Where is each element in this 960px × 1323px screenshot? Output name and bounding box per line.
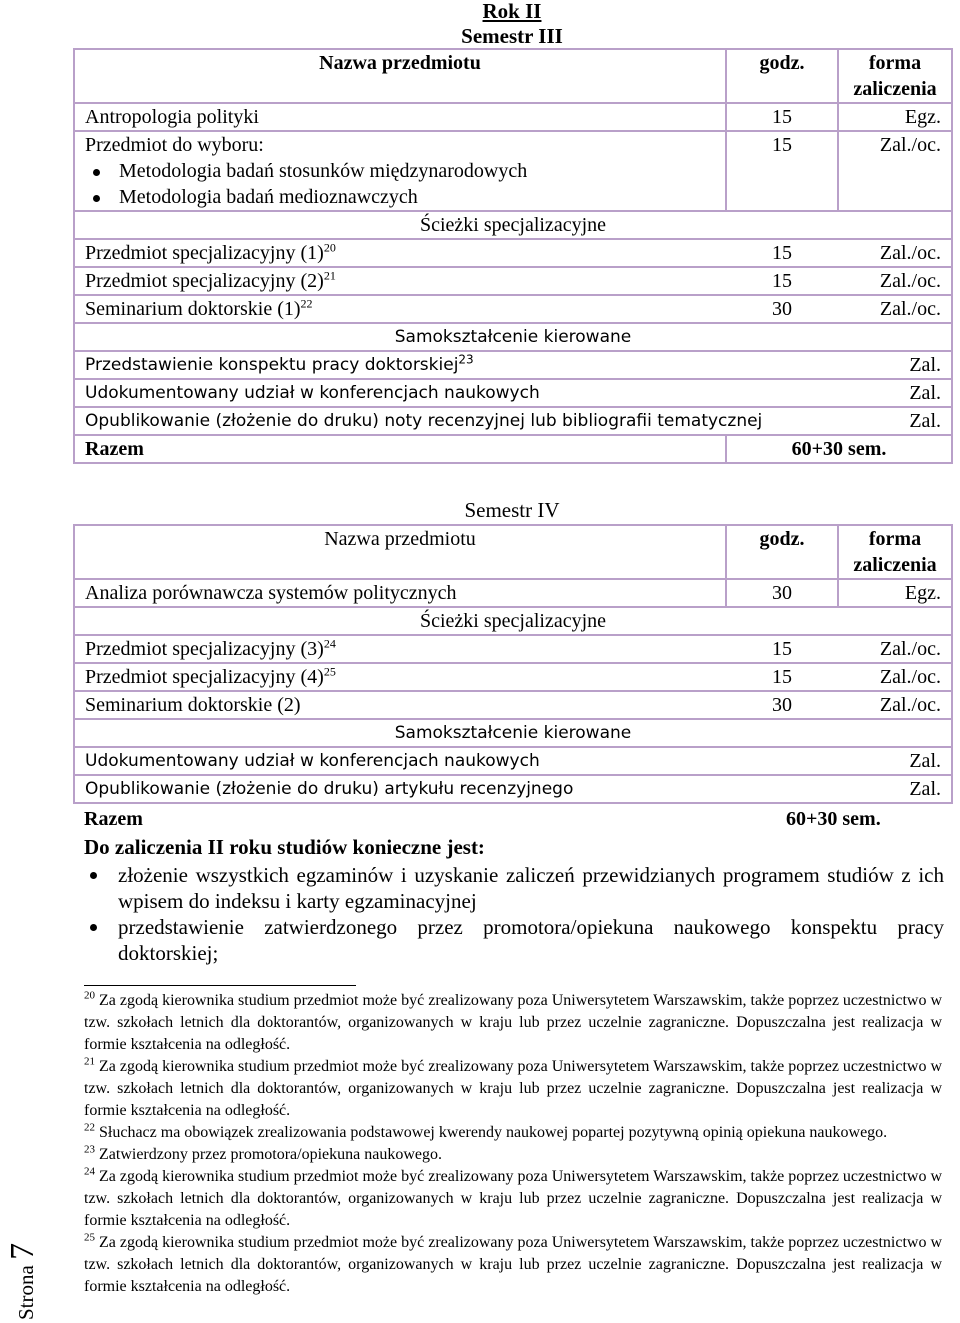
course-form: Egz. bbox=[838, 103, 952, 131]
course-hours: 15 bbox=[726, 267, 838, 295]
table-row bbox=[74, 691, 952, 719]
course-form: Zal./oc. bbox=[838, 663, 952, 691]
self-study-name: Przedstawienie konspektu pracy doktorskiej$^{23}$ bbox=[74, 351, 838, 379]
course-hours: 30 bbox=[726, 295, 838, 323]
table-row bbox=[74, 103, 952, 131]
col-form-header-line2: zaliczenia bbox=[853, 554, 937, 576]
course-name: Przedmiot specjalizacyjny $(1)^{20}$ bbox=[74, 239, 726, 267]
col-form-header-line1: forma bbox=[868, 52, 922, 74]
table-row bbox=[74, 635, 952, 663]
requirements-heading: Do zaliczenia II roku studiów konieczne jest: bbox=[84, 835, 485, 859]
course-name: Seminarium doktorskie $(1)^{22}$ bbox=[74, 295, 726, 323]
footnote: $^{23}$ Zatwierdzony przez promotora/opiekuna naukowego. bbox=[84, 1143, 442, 1163]
course-hours: 30 bbox=[726, 691, 838, 719]
course-form: Zal./oc. bbox=[838, 267, 952, 295]
table-row bbox=[74, 267, 952, 295]
section-header-row bbox=[74, 211, 952, 239]
elective-row bbox=[74, 131, 952, 211]
table-row bbox=[74, 239, 952, 267]
col-form-header-line1: forma bbox=[868, 528, 922, 550]
course-name: Seminarium doktorskie (2) bbox=[74, 691, 726, 719]
table-row bbox=[74, 295, 952, 323]
course-hours: 15 bbox=[726, 103, 838, 131]
header-row bbox=[74, 525, 952, 579]
footnotes bbox=[84, 990, 942, 1298]
list-item: Metodologia badań stosunków międzynarodowych bbox=[107, 158, 715, 184]
self-study-name: Udokumentowany udział w konferencjach naukowych bbox=[74, 747, 838, 775]
self-study-header: Samokształcenie kierowane bbox=[74, 323, 952, 351]
semester-3-title: Semestr III bbox=[461, 24, 563, 48]
elective-label: Przedmiot do wyboru: bbox=[85, 134, 264, 156]
section-header-row bbox=[74, 719, 952, 747]
table-row bbox=[74, 775, 952, 803]
footnote: $^{21}$ Za zgodą kierownika studium przedmiot może być zrealizowany poza Uniwersytetem Warszawskim, także poprzez uczestnictwo w tzw. szkołach letnich dla doktorantów, organizowanych w kraju lub przez uczelnie zagraniczne. Dopuszczalna jest realizacja w formie kształcenia na odległość. bbox=[84, 1055, 942, 1119]
col-name-header: Nazwa przedmiotu bbox=[74, 525, 726, 579]
self-study-form: Zal. bbox=[838, 351, 952, 379]
course-hours: 15 bbox=[726, 239, 838, 267]
total-label: Razem bbox=[84, 808, 143, 830]
course-name: Antropologia polityki bbox=[74, 103, 726, 131]
footnote-separator bbox=[84, 985, 356, 986]
col-form-header bbox=[838, 49, 952, 103]
col-hours-header: godz. bbox=[726, 525, 838, 579]
page-label: Strona bbox=[14, 1265, 38, 1320]
semester-3-table bbox=[73, 48, 953, 464]
course-name: Analiza porównawcza systemów politycznych bbox=[74, 579, 726, 607]
table-row bbox=[74, 407, 952, 435]
table-row bbox=[74, 379, 952, 407]
self-study-name: Opublikowanie (złożenie do druku) artykułu recenzyjnego bbox=[74, 775, 838, 803]
col-hours-header: godz. bbox=[726, 49, 838, 103]
self-study-name: Opublikowanie (złożenie do druku) noty recenzyjnej lub bibliografii tematycznej bbox=[74, 407, 838, 435]
self-study-form: Zal. bbox=[838, 775, 952, 803]
semester-4-table bbox=[73, 524, 953, 804]
course-form: Zal./oc. bbox=[838, 239, 952, 267]
course-name: Przedmiot specjalizacyjny $(4)^{25}$ bbox=[74, 663, 726, 691]
header-row bbox=[74, 49, 952, 103]
elective-cell bbox=[74, 131, 726, 211]
self-study-form: Zal. bbox=[838, 379, 952, 407]
self-study-form: Zal. bbox=[838, 747, 952, 775]
course-name: Przedmiot specjalizacyjny $(2)^{21}$ bbox=[74, 267, 726, 295]
page-number bbox=[4, 1220, 44, 1320]
elective-options bbox=[85, 158, 715, 210]
table-row bbox=[74, 579, 952, 607]
list-item: złożenie wszystkich egzaminów i uzyskanie zaliczeń przewidzianych programem studiów z ich wpisem do indeksu i karty egzaminacyjnej bbox=[118, 863, 944, 913]
list-item: Metodologia badań medioznawczych bbox=[107, 184, 715, 210]
col-form-header bbox=[838, 525, 952, 579]
self-study-name: Udokumentowany udział w konferencjach naukowych bbox=[74, 379, 838, 407]
course-form: Egz. bbox=[838, 579, 952, 607]
footnote: $^{24}$ Za zgodą kierownika studium przedmiot może być zrealizowany poza Uniwersytetem Warszawskim, także poprzez uczestnictwo w tzw. szkołach letnich dla doktorantów, organizowanych w kraju lub przez uczelnie zagraniczne. Dopuszczalna jest realizacja w formie kształcenia na odległość. bbox=[84, 1165, 942, 1229]
course-hours: 30 bbox=[726, 579, 838, 607]
footnote: $^{20}$ Za zgodą kierownika studium przedmiot może być zrealizowany poza Uniwersytetem Warszawskim, także poprzez uczestnictwo w tzw. szkołach letnich dla doktorantów, organizowanych w kraju lub przez uczelnie zagraniczne. Dopuszczalna jest realizacja w formie kształcenia na odległość. bbox=[84, 989, 942, 1053]
semester-4-total bbox=[84, 806, 920, 832]
course-form: Zal./oc. bbox=[838, 635, 952, 663]
year-title: Rok II bbox=[482, 0, 542, 23]
course-name: Przedmiot specjalizacyjny $(3)^{24}$ bbox=[74, 635, 726, 663]
footnote-ref: 24 bbox=[323, 636, 336, 651]
course-hours: 15 bbox=[726, 663, 838, 691]
course-form: Zal./oc. bbox=[838, 131, 952, 211]
table-row bbox=[74, 663, 952, 691]
spec-header: Ścieżki specjalizacyjne bbox=[74, 211, 952, 239]
requirements bbox=[84, 834, 944, 966]
course-hours: 15 bbox=[726, 635, 838, 663]
total-value: 60+30 sem. bbox=[726, 435, 952, 463]
total-label: Razem bbox=[74, 435, 726, 463]
col-name-header: Nazwa przedmiotu bbox=[74, 49, 726, 103]
list-item: przedstawienie zatwierdzonego przez promotora/opiekuna naukowego konspektu pracy doktorskiej; bbox=[118, 915, 944, 965]
footnote-ref: 23 bbox=[458, 352, 474, 367]
spec-header: Ścieżki specjalizacyjne bbox=[74, 607, 952, 635]
table-row bbox=[74, 747, 952, 775]
footnote-ref: 25 bbox=[323, 664, 336, 679]
page-number-value: 7 bbox=[4, 1242, 41, 1260]
footnote: $^{22}$ Słuchacz ma obowiązek zrealizowania podstawowej kwerendy naukowej popartej pozytywną opinią opiekuna naukowego. bbox=[84, 1121, 888, 1141]
self-study-form: Zal. bbox=[838, 407, 952, 435]
self-study-header: Samokształcenie kierowane bbox=[74, 719, 952, 747]
col-form-header-line2: zaliczenia bbox=[853, 78, 937, 100]
table-row bbox=[74, 351, 952, 379]
footnote-ref: 21 bbox=[323, 268, 336, 283]
total-row bbox=[74, 435, 952, 463]
total-value: 60+30 sem. bbox=[786, 808, 881, 830]
course-hours: 15 bbox=[726, 131, 838, 211]
semester-4-title: Semestr IV bbox=[464, 498, 560, 522]
footnote: $^{25}$ Za zgodą kierownika studium przedmiot może być zrealizowany poza Uniwersytetem Warszawskim, także poprzez uczestnictwo w tzw. szkołach letnich dla doktorantów, organizowanych w kraju lub przez uczelnie zagraniczne. Dopuszczalna jest realizacja w formie kształcenia na odległość. bbox=[84, 1231, 942, 1295]
requirements-list bbox=[84, 862, 944, 966]
section-header-row bbox=[74, 323, 952, 351]
course-form: Zal./oc. bbox=[838, 691, 952, 719]
footnote-ref: 22 bbox=[300, 296, 313, 311]
section-header-row bbox=[74, 607, 952, 635]
footnote-ref: 20 bbox=[323, 240, 336, 255]
course-form: Zal./oc. bbox=[838, 295, 952, 323]
